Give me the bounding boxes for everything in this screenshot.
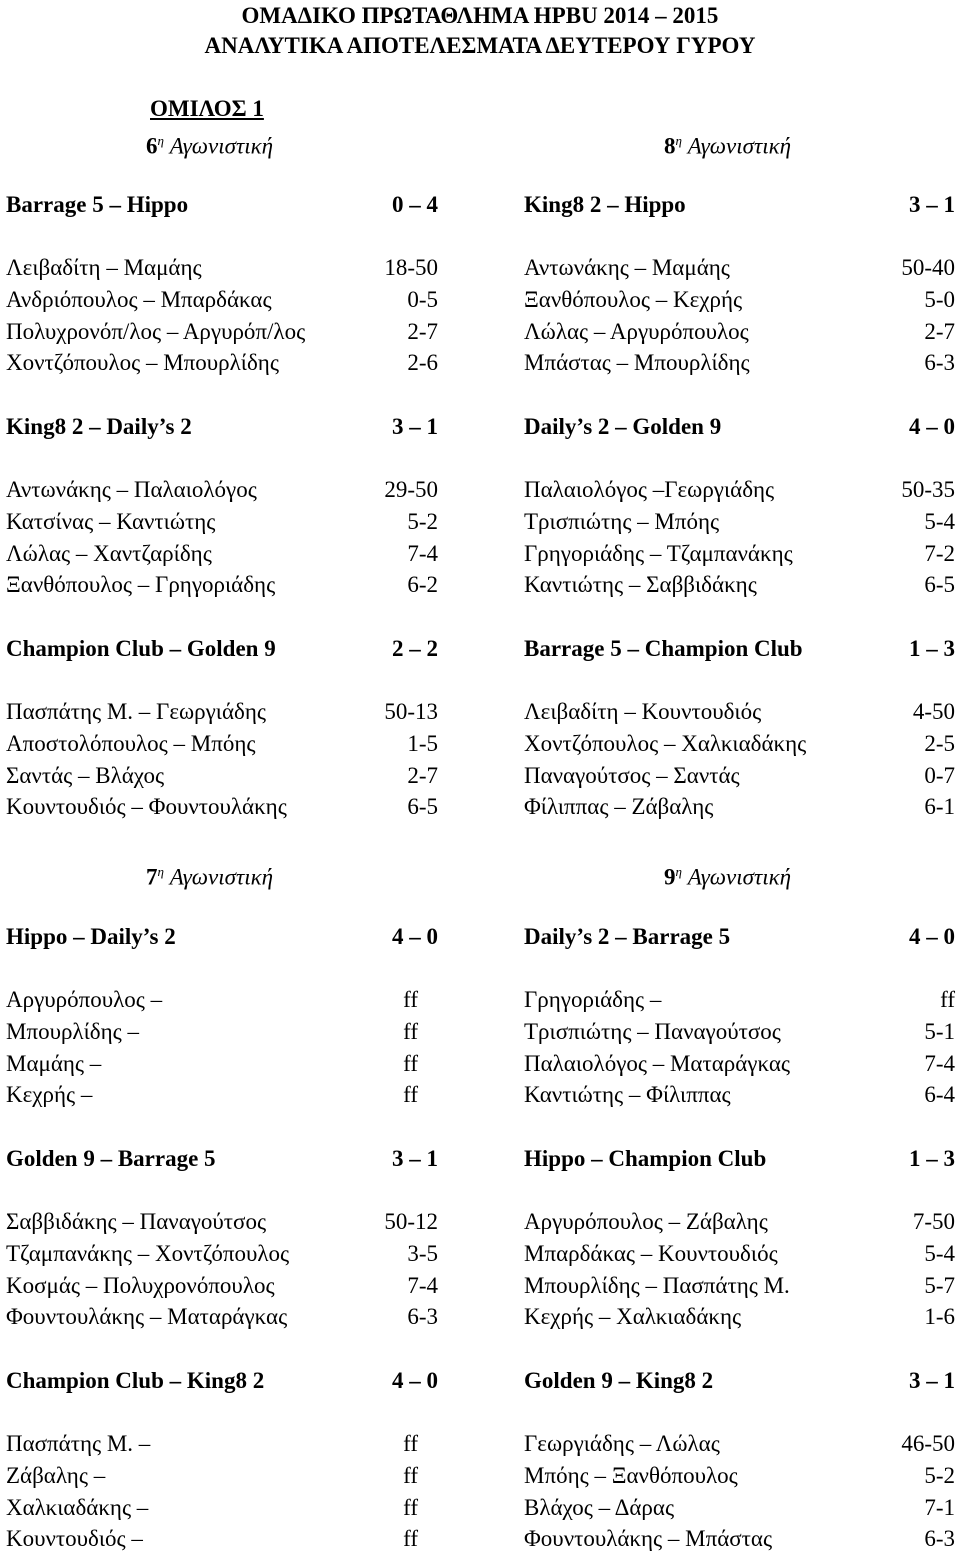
game-score: ff	[403, 1431, 418, 1456]
match-score: 3 – 1	[909, 192, 955, 217]
game-row	[6, 1429, 438, 1459]
game-score: 2-6	[407, 350, 438, 375]
game-score: 7-4	[407, 541, 438, 566]
game-row	[6, 761, 438, 791]
match-teams: Champion Club – King8 2	[6, 1368, 265, 1393]
game-score: 7-4	[407, 1273, 438, 1298]
match-header	[524, 190, 955, 220]
players: Λειβαδίτη – Κουντουδιός	[524, 699, 762, 724]
game-row	[6, 475, 438, 505]
match-teams: Barrage 5 – Champion Club	[524, 636, 803, 661]
game-score: 5-4	[924, 1241, 955, 1266]
players: Λώλας – Αργυρόπουλος	[524, 319, 749, 344]
game-score: 0-5	[407, 287, 438, 312]
match-header	[6, 634, 438, 664]
match-score: 2 – 2	[392, 636, 438, 661]
match-header	[6, 1144, 438, 1174]
players: Χοντζόπουλος – Χαλκιαδάκης	[524, 731, 807, 756]
match-header	[6, 1366, 438, 1396]
match-teams: King8 2 – Daily’s 2	[6, 414, 192, 439]
players: Ξανθόπουλος – Γρηγοριάδης	[6, 572, 276, 597]
game-score: 5-2	[924, 1463, 955, 1488]
game-row	[524, 1461, 955, 1491]
players: Ζάβαλης –	[6, 1463, 106, 1488]
game-score: 2-5	[924, 731, 955, 756]
game-score: ff	[403, 1463, 418, 1488]
round-8-heading	[664, 126, 792, 159]
game-row	[6, 570, 438, 600]
game-row	[6, 253, 438, 283]
game-row	[6, 1271, 438, 1301]
game-row	[6, 507, 438, 537]
game-row	[6, 985, 438, 1015]
match-score: 4 – 0	[909, 924, 955, 949]
match-header	[524, 922, 955, 952]
round-label: Αγωνιστική	[687, 864, 792, 890]
round-number: 8	[664, 133, 676, 159]
match-teams: Hippo – Champion Club	[524, 1146, 767, 1171]
game-row	[524, 1271, 955, 1301]
game-row	[6, 1239, 438, 1269]
game-score: ff	[403, 1526, 418, 1551]
game-score: 6-4	[924, 1082, 955, 1107]
players: Αντωνάκης – Παλαιολόγος	[6, 477, 257, 502]
game-row	[524, 1049, 955, 1079]
game-row	[524, 985, 955, 1015]
round-label: Αγωνιστική	[169, 864, 274, 890]
players: Μπουρλίδης –	[6, 1019, 139, 1044]
game-score: ff	[403, 987, 418, 1012]
game-row	[524, 475, 955, 505]
game-row	[524, 1429, 955, 1459]
game-score: 5-0	[924, 287, 955, 312]
players: Μπόης – Ξανθόπουλος	[524, 1463, 738, 1488]
game-row	[6, 1461, 438, 1491]
page-subtitle: ΑΝΑΛΥΤΙΚΑ ΑΠΟΤΕΛΕΣΜΑΤΑ ΔΕΥΤΕΡΟΥ ΓΥΡΟΥ	[204, 33, 756, 58]
game-score: ff	[940, 987, 955, 1012]
game-score: ff	[403, 1051, 418, 1076]
game-score: 50-40	[901, 255, 955, 280]
game-row	[6, 792, 438, 822]
match-score: 0 – 4	[392, 192, 438, 217]
players: Σαντάς – Βλάχος	[6, 763, 165, 788]
game-row	[6, 1207, 438, 1237]
game-row	[524, 285, 955, 315]
match-score: 3 – 1	[392, 414, 438, 439]
game-score: ff	[403, 1019, 418, 1044]
players: Βλάχος – Δάρας	[524, 1495, 675, 1520]
match-teams: Daily’s 2 – Barrage 5	[524, 924, 731, 949]
players: Αργυρόπουλος – Ζάβαλης	[524, 1209, 768, 1234]
match-score: 4 – 0	[392, 1368, 438, 1393]
players: Αντωνάκης – Μαμάης	[524, 255, 730, 280]
game-row	[524, 729, 955, 759]
game-row	[524, 570, 955, 600]
match-teams: King8 2 – Hippo	[524, 192, 686, 217]
round-label: Αγωνιστική	[687, 133, 792, 159]
game-score: 4-50	[912, 699, 955, 724]
players: Γεωργιάδης – Λώλας	[524, 1431, 720, 1456]
players: Καντιώτης – Σαββιδάκης	[524, 572, 757, 597]
game-row	[524, 507, 955, 537]
game-row	[524, 253, 955, 283]
group-heading: ΟΜΙΛΟΣ 1	[150, 96, 264, 121]
match-teams: Champion Club – Golden 9	[6, 636, 276, 661]
match-score: 3 – 1	[392, 1146, 438, 1171]
round-number: 6	[146, 133, 158, 159]
game-row	[6, 1302, 438, 1332]
game-score: 5-7	[924, 1273, 955, 1298]
round-label: Αγωνιστική	[169, 133, 274, 159]
game-score: 5-4	[924, 509, 955, 534]
players: Μπουρλίδης – Πασπάτης Μ.	[524, 1273, 790, 1298]
players: Αποστολόπουλος – Μπόης	[6, 731, 256, 756]
game-row	[6, 1080, 438, 1110]
match-teams: Golden 9 – King8 2	[524, 1368, 714, 1393]
round-number: 7	[146, 864, 158, 890]
match-header	[524, 412, 955, 442]
players: Πασπάτης Μ. – Γεωργιάδης	[6, 699, 266, 724]
match-header	[524, 1144, 955, 1174]
players: Κατσίνας – Καντιώτης	[6, 509, 216, 534]
game-row	[6, 1493, 438, 1523]
match-teams: Hippo – Daily’s 2	[6, 924, 176, 949]
players: Γρηγοριάδης –	[524, 987, 662, 1012]
game-score: 7-1	[924, 1495, 955, 1520]
game-score: 7-50	[912, 1209, 955, 1234]
game-score: 29-50	[384, 477, 438, 502]
players: Παναγούτσος – Σαντάς	[524, 763, 740, 788]
match-header	[524, 634, 955, 664]
game-score: 50-35	[901, 477, 955, 502]
players: Τρισπιώτης – Παναγούτσος	[524, 1019, 781, 1044]
game-score: 0-7	[924, 763, 955, 788]
round-suffix: η	[675, 864, 682, 879]
players: Γρηγοριάδης – Τζαμπανάκης	[524, 541, 793, 566]
match-score: 1 – 3	[909, 636, 955, 661]
round-9-heading	[664, 857, 792, 890]
players: Παλαιολόγος –Γεωργιάδης	[524, 477, 775, 502]
round-suffix: η	[157, 864, 164, 879]
players: Αργυρόπουλος –	[6, 987, 163, 1012]
match-header	[6, 922, 438, 952]
match-header	[524, 1366, 955, 1396]
match-score: 1 – 3	[909, 1146, 955, 1171]
game-score: 5-2	[407, 509, 438, 534]
game-score: 5-1	[924, 1019, 955, 1044]
players: Χοντζόπουλος – Μπουρλίδης	[6, 350, 279, 375]
players: Μπάστας – Μπουρλίδης	[524, 350, 750, 375]
game-score: 6-2	[407, 572, 438, 597]
game-row	[524, 792, 955, 822]
game-row	[524, 1493, 955, 1523]
game-score: 46-50	[901, 1431, 955, 1456]
game-row	[6, 1049, 438, 1079]
players: Σαββιδάκης – Παναγούτσος	[6, 1209, 267, 1234]
game-score: 6-5	[924, 572, 955, 597]
players: Τρισπιώτης – Μπόης	[524, 509, 720, 534]
round-suffix: η	[675, 133, 682, 148]
players: Κεχρής – Χαλκιαδάκης	[524, 1304, 742, 1329]
game-score: 7-2	[924, 541, 955, 566]
match-header	[6, 190, 438, 220]
round-7-heading	[146, 857, 274, 890]
game-row	[6, 1524, 438, 1554]
players: Κουντουδιός – Φουντουλάκης	[6, 794, 287, 819]
players: Κεχρής –	[6, 1082, 93, 1107]
players: Ξανθόπουλος – Κεχρής	[524, 287, 743, 312]
game-score: 1-5	[407, 731, 438, 756]
game-row	[524, 697, 955, 727]
game-row	[524, 539, 955, 569]
game-score: 6-5	[407, 794, 438, 819]
game-row	[524, 1239, 955, 1269]
players: Κουντουδιός –	[6, 1526, 143, 1551]
players: Τζαμπανάκης – Χοντζόπουλος	[6, 1241, 290, 1266]
game-score: 18-50	[384, 255, 438, 280]
players: Πολυχρονόπ/λος – Αργυρόπ/λος	[6, 319, 306, 344]
game-row	[524, 317, 955, 347]
game-row	[524, 1017, 955, 1047]
game-row	[524, 348, 955, 378]
game-row	[524, 1302, 955, 1332]
game-row	[6, 285, 438, 315]
players: Καντιώτης – Φίλιππας	[524, 1082, 731, 1107]
game-score: ff	[403, 1495, 418, 1520]
match-score: 4 – 0	[909, 414, 955, 439]
game-score: 6-1	[924, 794, 955, 819]
game-row	[6, 697, 438, 727]
game-row	[524, 761, 955, 791]
game-score: 50-13	[384, 699, 438, 724]
players: Παλαιολόγος – Ματαράγκας	[524, 1051, 791, 1076]
players: Ανδριόπουλος – Μπαρδάκας	[6, 287, 272, 312]
players: Χαλκιαδάκης –	[6, 1495, 149, 1520]
game-row	[524, 1524, 955, 1554]
game-row	[6, 539, 438, 569]
game-score: 2-7	[407, 763, 438, 788]
game-score: 50-12	[384, 1209, 438, 1234]
page-title: ΟΜΑΔΙΚΟ ΠΡΩΤΑΘΛΗΜΑ HPBU 2014 – 2015	[241, 3, 719, 28]
match-score: 4 – 0	[392, 924, 438, 949]
players: Πασπάτης Μ. –	[6, 1431, 151, 1456]
game-score: ff	[403, 1082, 418, 1107]
game-score: 2-7	[407, 319, 438, 344]
game-score: 1-6	[924, 1304, 955, 1329]
players: Μαμάης –	[6, 1051, 102, 1076]
round-6-heading	[146, 126, 274, 159]
game-row	[6, 317, 438, 347]
game-score: 2-7	[924, 319, 955, 344]
players: Φίλιππας – Ζάβαλης	[524, 794, 714, 819]
game-row	[524, 1207, 955, 1237]
players: Κοσμάς – Πολυχρονόπουλος	[6, 1273, 275, 1298]
match-teams: Barrage 5 – Hippo	[6, 192, 189, 217]
game-row	[524, 1080, 955, 1110]
match-score: 3 – 1	[909, 1368, 955, 1393]
players: Μπαρδάκας – Κουντουδιός	[524, 1241, 778, 1266]
game-score: 6-3	[924, 1526, 955, 1551]
round-suffix: η	[157, 133, 164, 148]
players: Λώλας – Χαντζαρίδης	[6, 541, 212, 566]
game-score: 6-3	[924, 350, 955, 375]
game-score: 6-3	[407, 1304, 438, 1329]
match-teams: Daily’s 2 – Golden 9	[524, 414, 722, 439]
players: Φουντουλάκης – Μπάστας	[524, 1526, 773, 1551]
game-score: 3-5	[407, 1241, 438, 1266]
game-row	[6, 348, 438, 378]
match-header	[6, 412, 438, 442]
round-number: 9	[664, 864, 676, 890]
match-teams: Golden 9 – Barrage 5	[6, 1146, 216, 1171]
game-row	[6, 1017, 438, 1047]
game-row	[6, 729, 438, 759]
game-score: 7-4	[924, 1051, 955, 1076]
players: Φουντουλάκης – Ματαράγκας	[6, 1304, 288, 1329]
players: Λειβαδίτη – Μαμάης	[6, 255, 202, 280]
